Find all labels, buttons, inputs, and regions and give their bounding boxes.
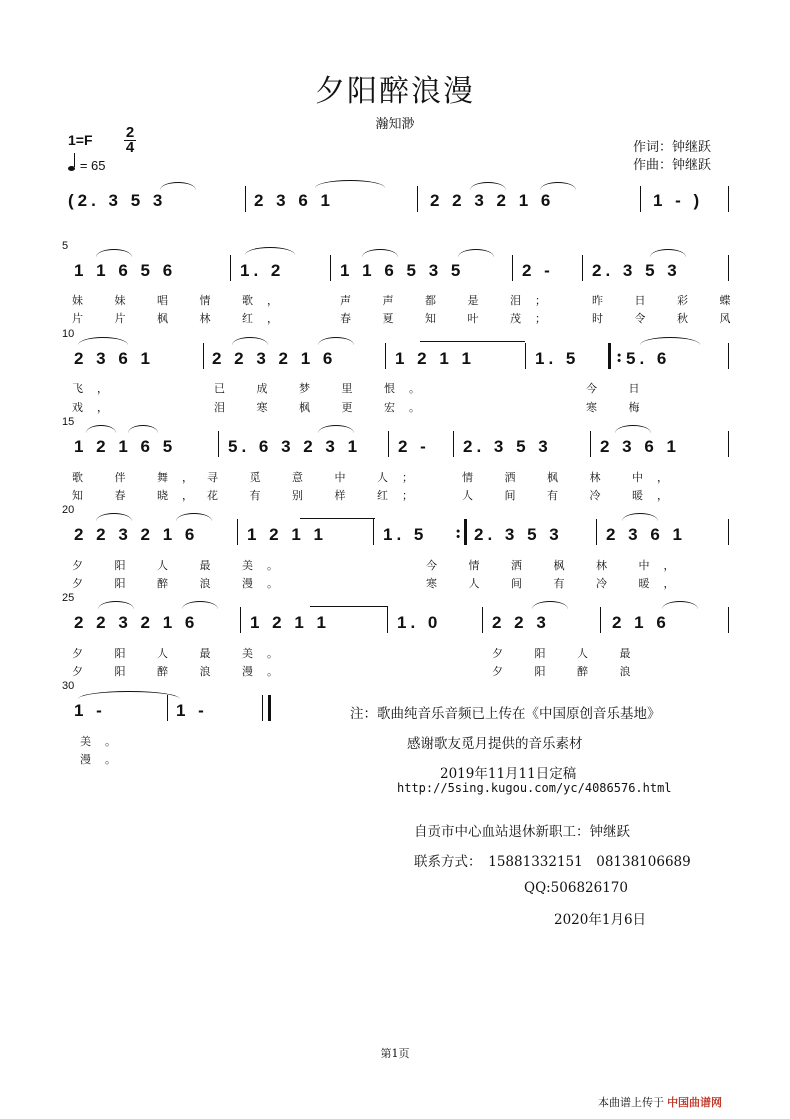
measure-notes: 1 2 1 1	[395, 349, 475, 368]
measure-notes: 1. 2	[240, 261, 285, 280]
barline	[728, 255, 729, 281]
lyric-verse-2: 寒 人 间 有 冷 暖，	[426, 577, 689, 590]
tempo-value: = 65	[79, 158, 106, 173]
measure-3-notes: 2 2 3 2 1 6	[430, 191, 555, 210]
slur	[622, 513, 658, 521]
barline	[385, 343, 386, 369]
slur	[318, 425, 354, 433]
note-date: 2020年1月6日	[554, 912, 647, 928]
lyric-verse-2: 夕 阳 醉 浪	[492, 665, 645, 678]
slur	[362, 249, 398, 257]
note-upload: 注：歌曲纯音乐音频已上传在《中国原创音乐基地》	[350, 706, 661, 722]
barline	[387, 607, 388, 633]
measure-notes: 2. 3 5 3	[474, 525, 563, 544]
measure-number: 30	[62, 680, 75, 692]
repeat-end-barline	[464, 519, 467, 545]
measure-notes: 1. 5	[535, 349, 580, 368]
measure-notes: 1 2 1 1	[247, 525, 327, 544]
lyric-verse-1: 今 日	[586, 382, 654, 395]
lyricist-credit: 作词：钟继跃	[633, 140, 712, 155]
page-number: 第1页	[380, 1047, 410, 1060]
measure-notes: 5. 6	[626, 349, 671, 368]
lyric-verse-2: 人 间 有 冷 暖，	[462, 489, 682, 502]
time-signature	[124, 124, 136, 156]
tie	[300, 518, 375, 519]
lyric-verse-1: 夕 阳 人 最 美。	[72, 559, 292, 572]
barline	[245, 186, 246, 212]
measure-notes: 1. 0	[397, 613, 442, 632]
tie	[420, 341, 525, 342]
slur	[96, 513, 132, 521]
lyric-verse-1: 飞，	[72, 382, 122, 395]
barline	[218, 431, 219, 457]
barline	[373, 519, 374, 545]
measure-notes: 2 3 6 1	[600, 437, 680, 456]
note-contact: 联系方式： 15881332151 08138106689	[414, 854, 691, 870]
measure-notes: 2 -	[522, 261, 554, 280]
barline	[453, 431, 454, 457]
measure-notes: 1 1 6 5 3 5	[340, 261, 465, 280]
lyric-verse-1: 夕 阳 人 最 美。	[72, 647, 292, 660]
measure-2-notes: 2 3 6 1	[254, 191, 334, 210]
lyric-verse-2: 时 令 秋 风	[592, 312, 745, 325]
slur	[78, 337, 128, 345]
measure-notes: 2 2 3	[492, 613, 550, 632]
slur	[532, 601, 568, 609]
slur	[540, 182, 576, 190]
slur	[128, 425, 158, 433]
barline	[330, 255, 331, 281]
barline	[728, 519, 729, 545]
barline	[262, 695, 263, 721]
slur	[176, 513, 212, 521]
slur	[98, 601, 134, 609]
composer-credit: 作曲：钟继跃	[633, 158, 712, 173]
time-signature-bottom: 4	[125, 139, 135, 156]
measure-notes: 2 1 6	[612, 613, 670, 632]
slur	[315, 180, 385, 188]
song-title: 夕阳醉浪漫	[315, 74, 475, 109]
barline	[590, 431, 591, 457]
lyric-verse-1: 妹 妹 唱 情 歌，	[72, 294, 292, 307]
slur	[470, 182, 506, 190]
note-thanks: 感谢歌友觅月提供的音乐素材	[407, 736, 583, 752]
barline	[240, 607, 241, 633]
lyric-verse-1: 美。	[80, 735, 130, 748]
repeat-dots: :	[616, 347, 623, 367]
barline	[600, 607, 601, 633]
lyric-verse-2: 寒 梅	[586, 401, 654, 414]
lyric-verse-2: 片 片 枫 林 红，	[72, 312, 292, 325]
measure-number: 15	[62, 416, 75, 428]
measure-notes: 2 3 6 1	[606, 525, 686, 544]
barline	[728, 343, 729, 369]
lyric-verse-2: 夕 阳 醉 浪 漫。	[72, 577, 292, 590]
slur	[182, 601, 218, 609]
lyric-verse-1: 声 声 都 是 泪；	[340, 294, 560, 307]
lyric-verse-1: 已 成 梦 里 恨。	[214, 382, 434, 395]
lyric-verse-1: 昨 日 彩 蝶	[592, 294, 745, 307]
final-barline	[268, 695, 271, 721]
note-qq: QQ:506826170	[524, 880, 628, 896]
measure-notes: 2. 3 5 3	[592, 261, 681, 280]
measure-number: 25	[62, 592, 75, 604]
slur	[458, 249, 494, 257]
barline	[582, 255, 583, 281]
measure-notes: 1 2 1 6 5	[74, 437, 177, 456]
measure-notes: 2. 3 5 3	[463, 437, 552, 456]
measure-notes: 2 2 3 2 1 6	[74, 613, 199, 632]
slur	[318, 337, 354, 345]
barline	[596, 519, 597, 545]
measure-notes: 1 -	[74, 701, 106, 720]
measure-notes: 2 3 6 1	[74, 349, 154, 368]
barline	[417, 186, 418, 212]
barline	[512, 255, 513, 281]
measure-number: 10	[62, 328, 75, 340]
measure-notes: 5. 6 3 2 3 1	[228, 437, 362, 456]
measure-number: 20	[62, 504, 75, 516]
slur	[96, 249, 132, 257]
barline	[203, 343, 204, 369]
site-watermark	[598, 1094, 722, 1110]
lyric-verse-2: 戏，	[72, 401, 122, 414]
note-finalized-date: 2019年11月11日定稿	[440, 766, 577, 782]
measure-notes: 1 2 1 1	[250, 613, 330, 632]
lyric-verse-2: 夕 阳 醉 浪 漫。	[72, 665, 292, 678]
lyric-verse-1: 情 洒 枫 林 中，	[462, 471, 682, 484]
measure-number: 5	[62, 240, 69, 252]
measure-notes: 1 1 6 5 6	[74, 261, 177, 280]
barline	[230, 255, 231, 281]
slur	[78, 691, 180, 699]
slur	[662, 601, 698, 609]
lyric-verse-1: 夕 阳 人 最	[492, 647, 645, 660]
measure-notes: 2 2 3 2 1 6	[74, 525, 199, 544]
barline	[728, 431, 729, 457]
barline	[237, 519, 238, 545]
watermark-prefix: 本曲谱上传于	[598, 1097, 664, 1109]
note-stem	[74, 153, 75, 167]
repeat-start-barline	[608, 343, 611, 369]
key-signature: 1=F	[68, 132, 93, 148]
measure-notes: 2 -	[398, 437, 430, 456]
watermark-site-name: 中国曲谱网	[667, 1097, 723, 1109]
slur	[615, 425, 651, 433]
lyric-verse-1: 歌 伴 舞，寻 觅 意 中 人；	[72, 471, 427, 484]
barline	[728, 186, 729, 212]
barline	[525, 343, 526, 369]
barline	[388, 431, 389, 457]
lyric-verse-2: 知 春 晓，花 有 别 样 红；	[72, 489, 427, 502]
tie	[310, 606, 388, 607]
lyric-verse-1: 今 情 洒 枫 林 中，	[426, 559, 689, 572]
note-author: 自贡市中心血站退休新职工：钟继跃	[414, 824, 630, 840]
barline	[482, 607, 483, 633]
slur	[245, 247, 295, 255]
note-url-link[interactable]: http://5sing.kugou.com/yc/4086576.html	[397, 781, 672, 795]
time-signature-top: 2	[125, 124, 135, 141]
lyric-verse-2: 漫。	[80, 753, 130, 766]
measure-notes: 1. 5	[383, 525, 428, 544]
tempo-marking	[68, 156, 105, 173]
repeat-dots: :	[455, 523, 462, 543]
song-subtitle: 瀚知渺	[375, 117, 415, 132]
barline	[728, 607, 729, 633]
lyric-verse-2: 泪 寒 枫 更 宏。	[214, 401, 434, 414]
measure-1-notes: (2. 3 5 3	[68, 191, 167, 210]
slur	[640, 337, 700, 345]
measure-4-notes: 1 - )	[653, 191, 704, 210]
slur	[650, 249, 686, 257]
slur	[160, 182, 196, 190]
slur	[232, 337, 268, 345]
measure-notes: 1 -	[176, 701, 208, 720]
lyric-verse-2: 春 夏 知 叶 茂；	[340, 312, 560, 325]
measure-notes: 2 2 3 2 1 6	[212, 349, 337, 368]
slur	[86, 425, 116, 433]
barline	[640, 186, 641, 212]
